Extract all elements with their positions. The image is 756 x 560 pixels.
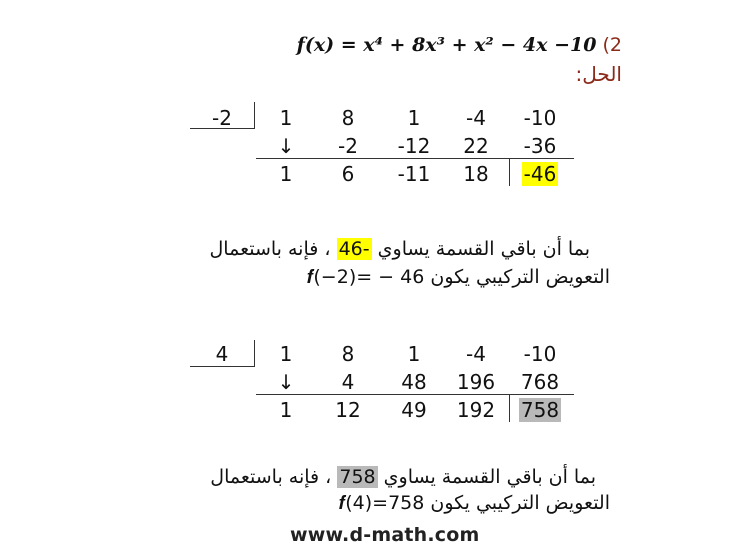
problem-statement xyxy=(297,34,622,56)
table-cell: 1 xyxy=(279,342,293,366)
statement-text: بما أن باقي القسمة يساوي xyxy=(377,238,590,260)
table-cell: 1 xyxy=(407,342,421,366)
solution-label: الحل: xyxy=(575,62,622,86)
table-cell: 192 xyxy=(456,398,496,422)
table-cell: 196 xyxy=(456,370,496,394)
table-cell: 6 xyxy=(341,162,355,186)
conclusion-line-1 xyxy=(209,238,590,260)
remainder-value: 758 xyxy=(520,398,560,422)
table-cell: 8 xyxy=(341,342,355,366)
table-cell: -36 xyxy=(523,134,557,158)
table-cell: 1 xyxy=(279,162,293,186)
table-cell: 18 xyxy=(463,162,489,186)
table-cell: 22 xyxy=(463,134,489,158)
table-cell: -4 xyxy=(466,342,486,366)
table-cell: 1 xyxy=(279,106,293,130)
remainder-highlight: -46 xyxy=(338,238,370,260)
conclusion-line-2: التعويض التركيبي يكون 46 − =(2−)𝒇 xyxy=(306,266,610,288)
table-cell: -2 xyxy=(338,134,358,158)
statement-text: ، فإنه باستعمال xyxy=(210,466,332,488)
table-cell: -10 xyxy=(523,106,557,130)
remainder-value: -46 xyxy=(523,162,557,186)
problem-number: (2 xyxy=(602,34,622,56)
conclusion-line-2: التعويض التركيبي يكون 758=(4)𝒇 xyxy=(338,492,610,514)
divisor-underline xyxy=(190,366,254,367)
down-arrow-icon: ↓ xyxy=(277,134,295,158)
remainder-highlight: 758 xyxy=(339,466,376,488)
table-cell: 12 xyxy=(335,398,361,422)
table-cell: -10 xyxy=(523,342,557,366)
website-link[interactable]: www.d-math.com xyxy=(290,524,480,546)
divisor-value: 4 xyxy=(215,342,229,366)
conclusion-line-1 xyxy=(210,466,596,488)
divisor-separator xyxy=(254,340,255,367)
down-arrow-icon: ↓ xyxy=(277,370,295,394)
table-cell: 49 xyxy=(401,398,427,422)
sum-line xyxy=(256,394,574,395)
function-expression: 𝒇(𝒙) = 𝒙⁴ + 8𝒙³ + 𝒙² − 4𝒙 −10 xyxy=(296,34,597,56)
remainder-cell xyxy=(510,398,570,422)
statement-text: بما أن باقي القسمة يساوي xyxy=(383,466,596,488)
divisor-separator xyxy=(254,102,255,129)
table-cell: 48 xyxy=(401,370,427,394)
divisor-value: -2 xyxy=(212,106,232,130)
statement-text: ، فإنه باستعمال xyxy=(209,238,331,260)
table-cell: 1 xyxy=(279,398,293,422)
table-cell: 768 xyxy=(520,370,560,394)
remainder-cell xyxy=(510,162,570,186)
sum-line xyxy=(256,158,574,159)
table-cell: -4 xyxy=(466,106,486,130)
table-cell: 4 xyxy=(341,370,355,394)
table-cell: 8 xyxy=(341,106,355,130)
table-cell: -12 xyxy=(397,134,431,158)
table-cell: -11 xyxy=(397,162,431,186)
table-cell: 1 xyxy=(407,106,421,130)
